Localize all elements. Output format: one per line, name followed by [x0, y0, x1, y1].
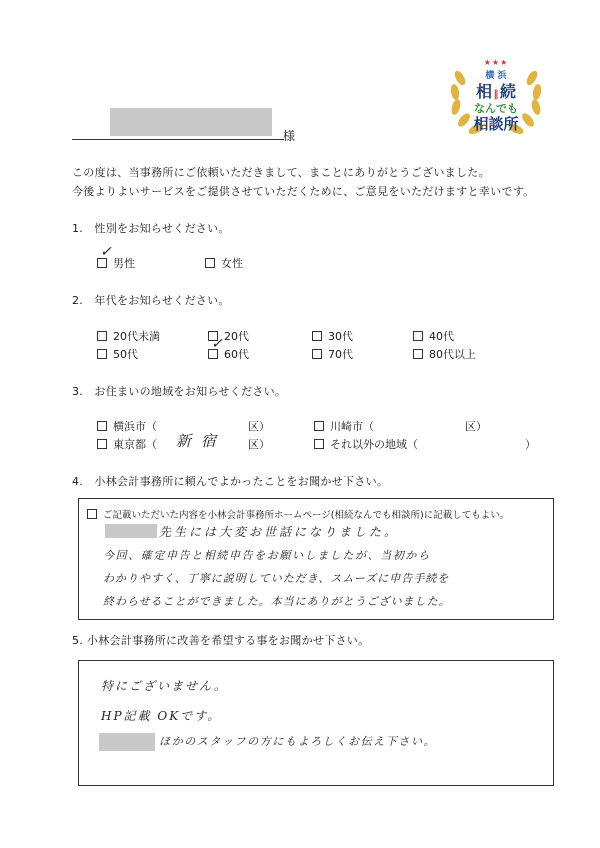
checkbox-age-30s[interactable] [312, 331, 322, 341]
question-3: 3. お住まいの地域をお知らせください。 [72, 385, 287, 398]
checkbox-age-under20[interactable] [97, 331, 107, 341]
tokyo-ward-close: 区） [248, 438, 270, 451]
answer-box-5 [78, 660, 554, 786]
consent-checkbox[interactable] [87, 509, 97, 519]
question-4: 4. 小林会計事務所に頼んでよかったことをお聞かせ下さい。 [72, 475, 389, 488]
option-age-50s[interactable] [97, 346, 138, 362]
improvement-line-2: HP記載 OKです。 [101, 709, 222, 723]
logo-sou: 相 [475, 82, 492, 101]
option-female-label: 女性 [221, 257, 243, 270]
option-age-under20[interactable] [97, 328, 160, 344]
yokohama-ward-close: 区） [248, 420, 270, 433]
option-age-40s-label: 40代 [429, 330, 454, 343]
checkbox-age-40s[interactable] [413, 331, 423, 341]
option-age-70s-label: 70代 [328, 348, 353, 361]
name-underline [72, 139, 284, 140]
option-age-30s[interactable] [312, 328, 353, 344]
logo-seal [446, 58, 546, 138]
logo-souzoku: 相 ‖続 [475, 82, 517, 101]
checkbox-yokohama[interactable] [97, 421, 107, 431]
checkbox-female[interactable] [205, 258, 215, 268]
redacted-name [110, 108, 272, 136]
consent-checkbox-row[interactable] [87, 507, 509, 521]
redacted-teacher-name [105, 524, 157, 538]
checkbox-tokyo[interactable] [97, 439, 107, 449]
option-other-region-label: それ以外の地域（ [330, 438, 418, 451]
option-age-60s-label: 60代 [224, 348, 249, 361]
option-age-80plus[interactable] [413, 346, 476, 362]
feedback-line-2: 今回、確定申告と相続申告をお願いしましたが、当初から [103, 549, 431, 562]
option-female[interactable] [205, 255, 243, 271]
option-age-80plus-label: 80代以上 [429, 348, 476, 361]
option-kawasaki-label: 川崎市（ [330, 420, 374, 433]
option-yokohama-label: 横浜市（ [113, 420, 157, 433]
question-5: 5. 小林会計事務所に改善を希望する事をお聞かせ下さい。 [72, 634, 370, 647]
option-age-50s-label: 50代 [113, 348, 138, 361]
option-age-70s[interactable] [312, 346, 353, 362]
handwritten-shinjuku: 新宿 [176, 432, 227, 450]
option-tokyo[interactable] [97, 436, 157, 452]
honorific-sama: 様 [283, 129, 296, 143]
intro-line-1: この度は、当事務所にご依頼いただきまして、まことにありがとうございました。 [72, 166, 490, 179]
checkmark-60s-icon: ✓ [211, 336, 223, 352]
redacted-staff-name [99, 733, 155, 751]
checkbox-age-50s[interactable] [97, 349, 107, 359]
logo-stars: ★★★ [483, 58, 509, 67]
consent-label: ご記載いただいた内容を小林会計事務所ホームページ(相続なんでも相談所)に記載してもよい。 [103, 510, 510, 521]
checkbox-age-70s[interactable] [312, 349, 322, 359]
option-yokohama[interactable] [97, 418, 157, 434]
improvement-line-3: ほかのスタッフの方にもよろしくお伝え下さい。 [159, 735, 437, 748]
logo-yokohama: 横 浜 [485, 71, 507, 81]
feedback-line-1: 先生には大変お世話になりました。 [159, 525, 400, 539]
logo-nandemo: なんでも [474, 102, 518, 115]
option-kawasaki[interactable] [314, 418, 374, 434]
checkbox-kawasaki[interactable] [314, 421, 324, 431]
intro-line-2: 今後よりよいサービスをご提供させていただくために、ご意見をいただけますと幸いです。 [72, 185, 535, 198]
kawasaki-ward-close: 区） [465, 420, 487, 433]
logo-soudanjo: 相談所 [473, 115, 519, 133]
option-age-20s-label: 20代 [224, 330, 249, 343]
option-age-under20-label: 20代未満 [113, 330, 160, 343]
improvement-line-1: 特にございません。 [101, 679, 228, 693]
checkbox-other-region[interactable] [314, 439, 324, 449]
option-male-label: 男性 [113, 257, 135, 270]
option-age-30s-label: 30代 [328, 330, 353, 343]
other-region-close: ） [525, 438, 536, 451]
feedback-line-4: 終わらせることができました。本当にありがとうございました。 [103, 595, 451, 608]
option-other-region[interactable] [314, 436, 418, 452]
question-1: 1. 性別をお知らせください。 [72, 222, 230, 235]
question-2: 2. 年代をお知らせください。 [72, 294, 230, 307]
option-tokyo-label: 東京都（ [113, 438, 157, 451]
checkbox-age-80plus[interactable] [413, 349, 423, 359]
option-age-40s[interactable] [413, 328, 454, 344]
logo-zoku: 続 [500, 82, 517, 101]
checkmark-male-icon: ✓ [100, 244, 112, 260]
feedback-line-3: わかりやすく、丁寧に説明していただき、スムーズに申告手続を [103, 572, 450, 585]
answer-box-4 [78, 498, 554, 620]
